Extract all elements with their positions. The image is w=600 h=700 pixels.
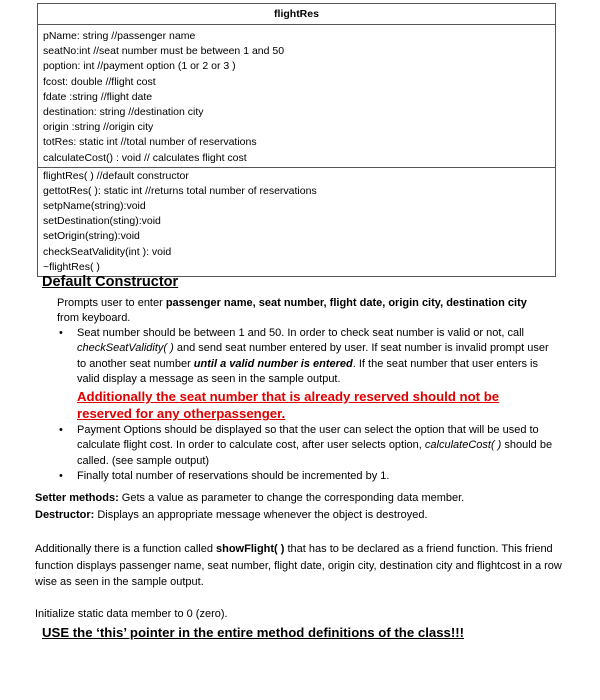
uml-attribute: seatNo:int //seat number must be between 1 and 50	[43, 45, 285, 58]
uml-method: setOrigin(string):void	[43, 230, 140, 243]
constructor-prompt-paragraph	[57, 296, 547, 327]
uml-attributes	[38, 25, 555, 168]
uml-attribute: destination: string //destination city	[43, 105, 204, 118]
bullet-seat-number	[57, 326, 557, 422]
bullet-text: and send seat number entered by user. If seat number is invalid prompt user to another seat number	[77, 342, 549, 370]
uml-attribute: calculateCost() : void // calculates flight cost	[43, 151, 247, 164]
friend-text: Additionally there is a function called	[35, 543, 216, 555]
bullet-text: Seat number should be between 1 and 50. In order to check seat number is valid or not, call	[77, 327, 524, 339]
setter-methods-line	[35, 491, 565, 506]
bullet-text: Finally total number of reservations should be incremented by 1.	[77, 470, 390, 483]
uml-attribute: totRes: static int //total number of reservations	[43, 136, 257, 149]
bullet-payment-options	[57, 423, 557, 469]
uml-attribute: fdate :string //flight date	[43, 90, 153, 103]
red-warning-note: Additionally the seat number that is already reserved should not be reserved for any otherpassenger.	[77, 389, 500, 422]
prompt-fields: passenger name, seat number, flight date, origin city, destination city	[165, 297, 527, 309]
uml-attribute: pName: string //passenger name	[43, 30, 196, 42]
bullet-total-reservations	[57, 469, 557, 484]
section-heading-default-constructor: Default Constructor	[42, 274, 179, 290]
uml-method: setDestination(sting):void	[43, 215, 161, 228]
this-pointer-note: USE the ‘this’ pointer in the entire method definitions of the class!!!	[42, 625, 465, 640]
setter-label: Setter methods:	[35, 492, 119, 504]
uml-method: gettotRes( ): static int //returns total number of reservations	[43, 184, 317, 197]
friend-function-name: showFlight( )	[216, 543, 285, 555]
setter-text: Gets a value as parameter to change the corresponding data member.	[118, 492, 465, 504]
uml-method: ~flightRes( )	[43, 260, 100, 273]
friend-text: that has to be declared as a friend function. This friend function displays passenger name, seat number, flight date, origin city, destination city and flightcost in a row wise as seen in the sample output.	[35, 543, 562, 588]
prompt-text: Prompts user to enter	[57, 297, 166, 309]
destructor-text: Displays an appropriate message whenever the object is destroyed.	[94, 509, 428, 521]
uml-attribute: origin :string //origin city	[43, 121, 154, 134]
uml-class-name: flightRes	[38, 4, 555, 25]
uml-attribute: poption: int //payment option (1 or 2 or 3 )	[43, 60, 236, 73]
function-name: checkSeatValidity( )	[77, 342, 174, 355]
bullet-text: Payment Options should be displayed so that the user can select the option that will be used to calculate flight cost. In order to calculate cost, after user selects option,	[77, 424, 539, 452]
bullet-text: should be called. (see sample output)	[77, 439, 553, 467]
static-init-note: Initialize static data member to 0 (zero).	[35, 608, 228, 620]
constructor-bullet-list	[57, 326, 557, 484]
bullet-text: . If the seat number that user enters is valid display a message as seen in the sample output.	[77, 357, 538, 385]
uml-method: setpName(string):void	[43, 200, 146, 213]
destructor-line	[35, 508, 565, 523]
uml-method: checkSeatValidity(int ): void	[43, 245, 172, 258]
emphasis-text: until a valid number is entered	[193, 357, 353, 370]
destructor-label: Destructor:	[35, 509, 95, 521]
uml-attribute: fcost: double //flight cost	[43, 75, 156, 88]
friend-function-paragraph	[35, 541, 563, 591]
uml-method: flightRes( ) //default constructor	[43, 169, 189, 182]
function-name: calculateCost( )	[424, 439, 502, 452]
uml-class-table	[37, 3, 556, 277]
prompt-text-end: from keyboard.	[57, 312, 131, 325]
uml-methods	[38, 168, 555, 276]
